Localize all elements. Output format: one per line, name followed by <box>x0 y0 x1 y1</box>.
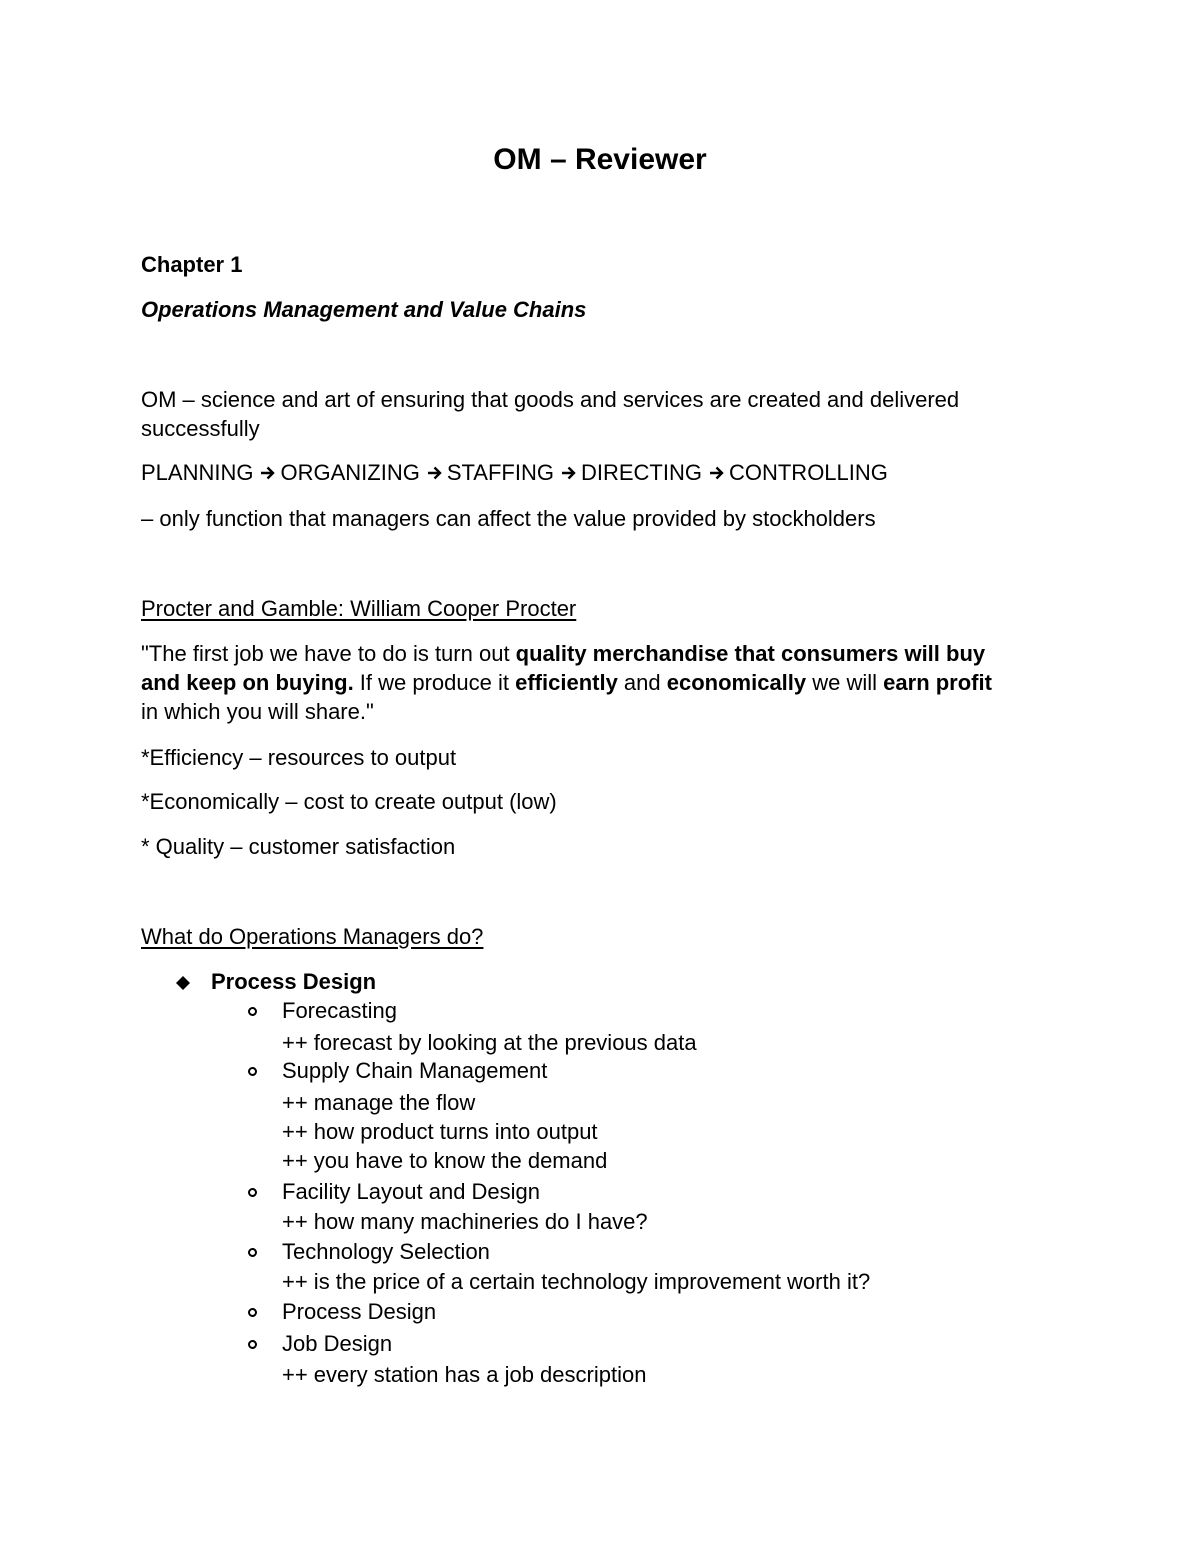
om-definition-line-2: successfully <box>141 416 260 441</box>
page-title: OM – Reviewer <box>493 143 707 176</box>
flow-step-staffing: STAFFING <box>446 460 554 485</box>
list-item-technology-selection: Technology Selection <box>282 1239 490 1264</box>
circle-bullet-icon <box>248 1188 257 1197</box>
flow-step-organizing: ORGANIZING <box>280 460 420 485</box>
flow-step-directing: DIRECTING <box>580 460 702 485</box>
om-heading: What do Operations Managers do? <box>141 924 484 949</box>
list-item-note: ++ forecast by looking at the previous data <box>282 1030 697 1055</box>
list-item-note: ++ manage the flow <box>282 1090 476 1115</box>
list-item-note: ++ every station has a job description <box>282 1362 647 1387</box>
chapter-subtitle: Operations Management and Value Chains <box>141 297 587 322</box>
note-economically: *Economically – cost to create output (low) <box>141 789 557 814</box>
circle-bullet-icon <box>248 1308 257 1317</box>
list-item-note: ++ how product turns into output <box>282 1119 598 1144</box>
list-item-note: ++ is the price of a certain technology improvement worth it? <box>282 1269 871 1294</box>
arrow-right-icon <box>260 466 275 480</box>
process-design-label: Process Design <box>211 969 377 994</box>
circle-bullet-icon <box>248 1007 257 1016</box>
diamond-bullet-icon <box>176 976 190 990</box>
arrow-right-icon <box>427 466 442 480</box>
flow-step-planning: PLANNING <box>141 460 254 485</box>
circle-bullet-icon <box>248 1067 257 1076</box>
management-flow <box>141 459 888 487</box>
list-item-facility-layout: Facility Layout and Design <box>282 1179 541 1204</box>
arrow-right-icon <box>561 466 576 480</box>
list-item-forecasting: Forecasting <box>282 998 397 1023</box>
list-item-process-design: Process Design <box>282 1299 437 1324</box>
arrow-right-icon <box>709 466 724 480</box>
list-item-note: ++ you have to know the demand <box>282 1148 608 1173</box>
flow-step-controlling: CONTROLLING <box>728 460 888 485</box>
list-item-note: ++ how many machineries do I have? <box>282 1209 648 1234</box>
chapter-heading: Chapter 1 <box>141 252 243 277</box>
circle-bullet-icon <box>248 1340 257 1349</box>
quote-line-1: "The first job we have to do is turn out quality merchandise that consumers will buy <box>141 641 986 666</box>
note-quality: * Quality – customer satisfaction <box>141 834 456 859</box>
flow-note: – only function that managers can affect the value provided by stockholders <box>141 506 876 531</box>
note-efficiency: *Efficiency – resources to output <box>141 745 457 770</box>
quote-line-2: and keep on buying. If we produce it efficiently and economically we will earn profit <box>141 670 992 695</box>
list-item-supply-chain: Supply Chain Management <box>282 1058 548 1083</box>
list-item-job-design: Job Design <box>282 1331 393 1356</box>
pg-heading: Procter and Gamble: William Cooper Procter <box>141 596 577 621</box>
circle-bullet-icon <box>248 1248 257 1257</box>
quote-line-3: in which you will share." <box>141 699 374 724</box>
om-definition-line-1: OM – science and art of ensuring that goods and services are created and delivered <box>141 387 960 412</box>
